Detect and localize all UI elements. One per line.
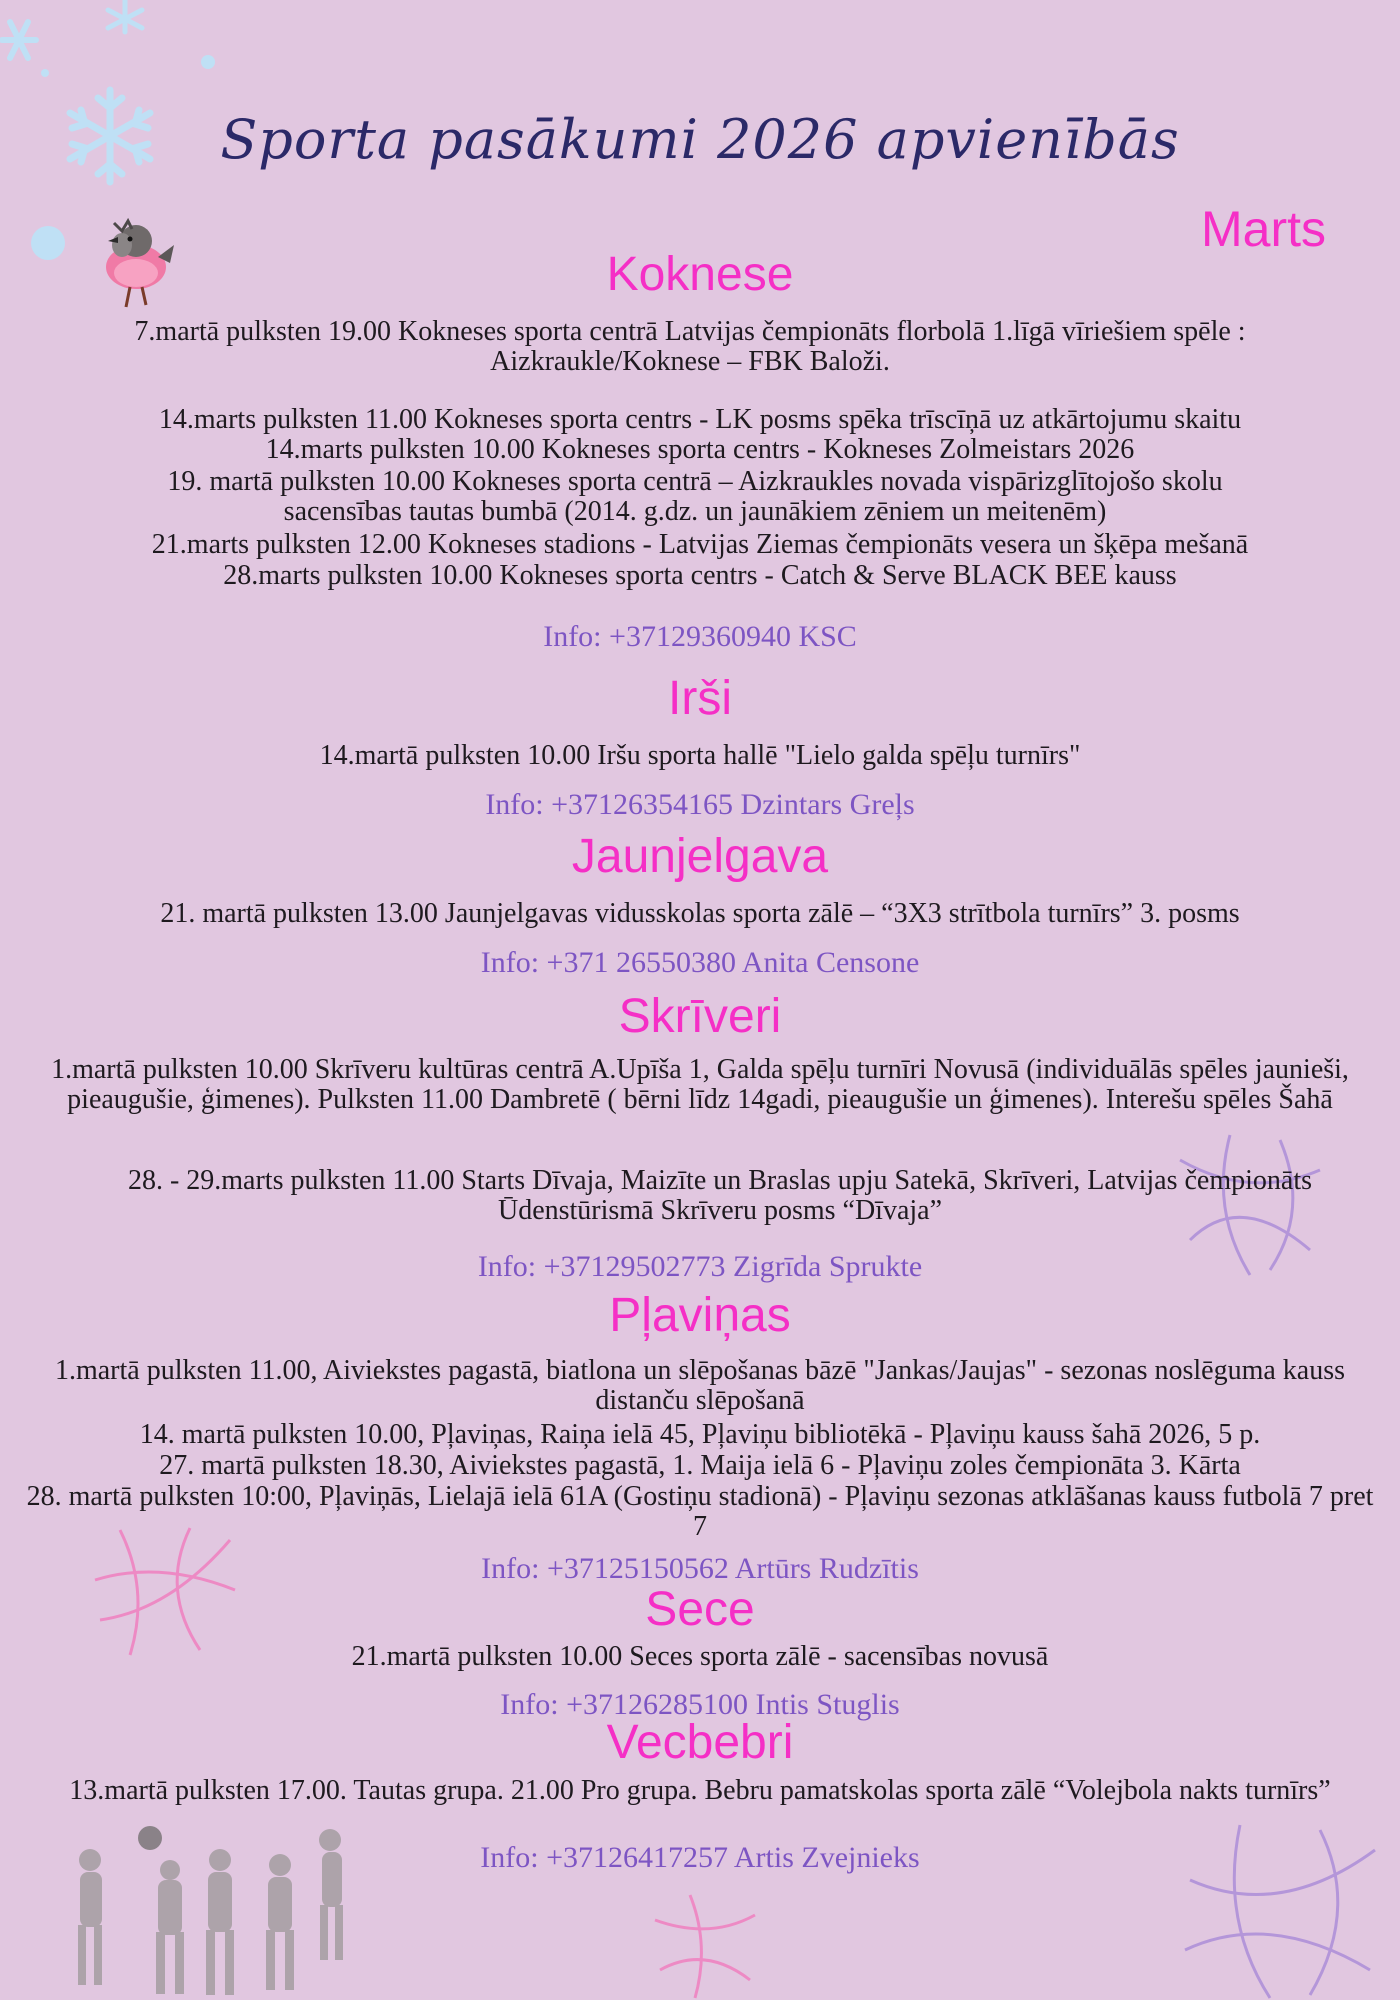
section-heading-skriveri: Skrīveri: [618, 990, 782, 1043]
month-label: Marts: [1201, 201, 1326, 257]
event-item: 14. martā pulksten 10.00, Pļaviņas, Raiņa ielā 45, Pļaviņu bibliotēkā - Pļaviņu kauss šahā 2026, 5 p.: [139, 1419, 1261, 1450]
info-contact: Info: +37126417257 Artis Zvejnieks: [480, 1841, 920, 1874]
dot-decoration: [40, 68, 50, 78]
section-heading-jaunjelgava: Jaunjelgava: [571, 830, 829, 883]
event-item: 14.marts pulksten 10.00 Kokneses sporta centrs - Kokneses Zolmeistars 2026: [265, 434, 1135, 465]
section-heading-irsi: Irši: [668, 672, 732, 725]
section-heading-sece: Sece: [645, 1583, 755, 1636]
event-item: 19. martā pulksten 10.00 Kokneses sporta centrā – Aizkraukles novada vispārizglītojošo skolu sacensības tautas bumbā (2014. g.dz. un jaunākiem zēniem un meitenēm): [167, 466, 1223, 527]
section-heading-vecbebri: Vecbebri: [606, 1716, 794, 1769]
dot-decoration: [200, 54, 216, 70]
event-item: 13.martā pulksten 17.00. Tautas grupa. 21.00 Pro grupa. Bebru pamatskolas sporta zālē “Volejbola nakts turnīrs”: [69, 1775, 1331, 1806]
event-item: 27. martā pulksten 18.30, Aiviekstes pagastā, 1. Maija ielā 6 - Pļaviņu zoles čempionāta 3. Kārta: [159, 1450, 1241, 1481]
event-item: 1.martā pulksten 11.00, Aiviekstes pagastā, biatlona un slēpošanas bāzē "Jankas/Jaujas" - sezonas noslēguma kauss distanču slēpošanā: [54, 1355, 1346, 1416]
info-contact: Info: +37126354165 Dzintars Greļs: [485, 788, 915, 821]
page-title: Sporta pasākumi 2026 apvienībās: [220, 108, 1180, 171]
event-item: 21.marts pulksten 12.00 Kokneses stadions - Latvijas Ziemas čempionāts vesera un šķēpa mešanā: [151, 529, 1249, 560]
info-contact: Info: +37129502773 Zigrīda Sprukte: [477, 1250, 923, 1283]
event-item: 14.marts pulksten 11.00 Kokneses sporta centrs - LK posms spēka trīscīņā uz atkārtojumu skaitu: [158, 404, 1242, 435]
section-heading-plavinas: Pļaviņas: [609, 1289, 791, 1342]
snowflake-icon: [100, 0, 150, 40]
event-item: 21. martā pulksten 13.00 Jaunjelgavas vidusskolas sporta zālē – “3X3 strītbola turnīrs” 3. posms: [160, 898, 1240, 929]
info-contact: Info: +37126285100 Intis Stuglis: [500, 1688, 900, 1721]
info-contact: Info: +37129360940 KSC: [543, 620, 857, 653]
event-item: 14.martā pulksten 10.00 Iršu sporta hallē "Lielo galda spēļu turnīrs": [319, 740, 1081, 771]
event-item: 28. - 29.marts pulksten 11.00 Starts Dīvaja, Maizīte un Braslas upju Satekā, Skrīveri, Latvijas čempionāts Ūdenstūrismā Skrīveru posms “Dīvaja”: [127, 1165, 1313, 1226]
basketball-icon: [650, 1890, 760, 2000]
snowflake-icon: [0, 10, 44, 70]
event-item: 28.marts pulksten 10.00 Kokneses sporta centrs - Catch & Serve BLACK BEE kauss: [223, 560, 1177, 591]
info-contact: Info: +37125150562 Artūrs Rudzītis: [481, 1552, 919, 1585]
event-item: 7.martā pulksten 19.00 Kokneses sporta centrā Latvijas čempionāts florbolā 1.līgā vīriešiem spēle : Aizkraukle/Koknese – FBK Baloži.: [134, 316, 1246, 377]
event-item: 28. martā pulksten 10:00, Pļaviņās, Lielajā ielā 61A (Gostiņu stadionā) - Pļaviņu sezonas atklāšanas kauss futbolā 7 pret 7: [26, 1481, 1374, 1542]
event-item: 21.martā pulksten 10.00 Seces sporta zālē - sacensības novusā: [351, 1641, 1049, 1672]
section-heading-koknese: Koknese: [606, 248, 794, 301]
info-contact: Info: +371 26550380 Anita Censone: [480, 946, 920, 979]
event-item: 1.martā pulksten 10.00 Skrīveru kultūras centrā A.Upīša 1, Galda spēļu turnīri Novusā (individuālās spēles jaunieši, pieaugušie, ģimenes). Pulksten 11.00 Dambretē ( bērni līdz 14gadi, pieaugušie un ģimenes). Interešu spēles Šahā: [51, 1054, 1349, 1115]
